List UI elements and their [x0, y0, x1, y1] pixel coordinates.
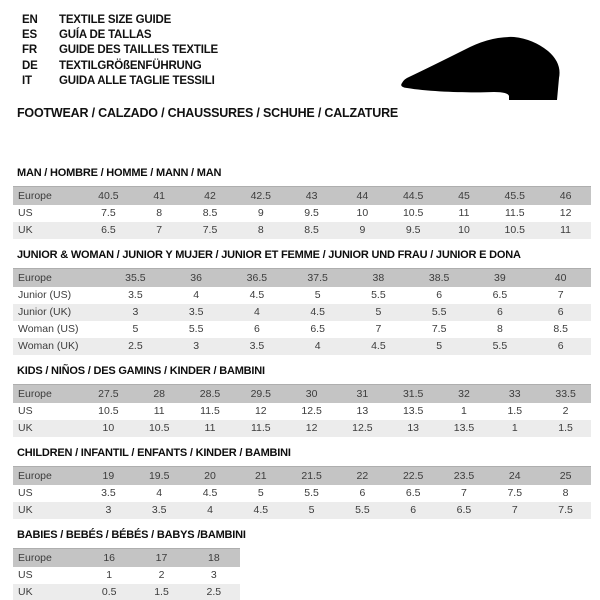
- size-value: 40: [554, 272, 567, 284]
- table-row: [13, 549, 240, 568]
- size-table: [13, 384, 591, 437]
- language-label: TEXTILGRÖßENFÜHRUNG: [59, 59, 202, 72]
- size-value: 36: [190, 272, 202, 284]
- language-code: FR: [22, 44, 37, 57]
- size-value: 5: [308, 504, 315, 516]
- size-value: 42.5: [250, 190, 271, 202]
- table-row: [13, 269, 591, 288]
- size-value: 32: [458, 388, 470, 400]
- size-value: 36.5: [246, 272, 268, 284]
- size-value: 7: [156, 224, 163, 236]
- size-value: 8.5: [304, 224, 319, 236]
- size-value: 5.5: [304, 487, 319, 499]
- size-value: 7.5: [202, 224, 218, 236]
- row-label: Europe: [18, 388, 52, 400]
- size-value: 7.5: [558, 504, 573, 516]
- size-value: 11: [153, 405, 165, 417]
- size-section: [0, 529, 600, 600]
- size-value: 3: [132, 306, 139, 318]
- size-value: 6.5: [492, 289, 508, 301]
- size-value: 10: [356, 207, 369, 219]
- size-value: 3: [193, 340, 200, 352]
- language-label: GUIDA ALLE TAGLIE TESSILI: [59, 74, 215, 87]
- size-value: 5: [436, 340, 443, 352]
- size-value: 3.5: [249, 340, 265, 352]
- size-value: 27.5: [98, 388, 119, 400]
- size-value: 17: [155, 552, 168, 564]
- table-row: [13, 584, 240, 600]
- table-row: [13, 420, 591, 437]
- size-value: 41: [153, 190, 166, 202]
- table-row: [13, 304, 591, 321]
- size-value: 40.5: [98, 190, 119, 202]
- size-value: 4.5: [310, 306, 325, 318]
- size-value: 13.5: [453, 422, 475, 434]
- size-value: 9: [359, 224, 366, 236]
- size-value: 37.5: [307, 272, 328, 284]
- size-value: 38.5: [428, 272, 450, 284]
- size-value: 6: [436, 289, 443, 301]
- language-code: IT: [22, 74, 32, 87]
- size-value: 11.5: [250, 422, 271, 434]
- row-label: Woman (UK): [18, 340, 79, 352]
- size-value: 5: [375, 306, 382, 318]
- size-section: [0, 365, 600, 437]
- size-value: 11.5: [200, 405, 220, 417]
- size-value: 1: [106, 569, 113, 581]
- size-value: 4: [314, 340, 321, 352]
- size-value: 5.5: [492, 340, 508, 352]
- size-value: 10.5: [504, 224, 525, 236]
- size-value: 29.5: [250, 388, 271, 400]
- size-value: 7: [557, 289, 564, 301]
- row-label: Europe: [18, 272, 52, 284]
- size-value: 10: [102, 422, 115, 434]
- size-value: 4.5: [202, 487, 218, 499]
- size-value: 8: [156, 207, 163, 219]
- size-value: 3: [105, 504, 112, 516]
- size-value: 18: [207, 552, 220, 564]
- size-value: 19.5: [148, 470, 170, 482]
- language-line: [22, 59, 218, 74]
- table-row: [13, 338, 591, 355]
- row-label: Junior (US): [18, 289, 72, 301]
- size-value: 7: [375, 323, 382, 335]
- row-label: UK: [18, 224, 33, 236]
- table-row: [13, 222, 591, 239]
- size-value: 31: [356, 388, 369, 400]
- size-value: 2: [562, 405, 569, 417]
- size-value: 11: [204, 422, 216, 434]
- size-value: 4.5: [253, 504, 269, 516]
- size-value: 9: [257, 207, 264, 219]
- table-row: [13, 467, 591, 486]
- row-label: UK: [18, 586, 33, 598]
- size-value: 5.5: [188, 323, 204, 335]
- language-code: ES: [22, 29, 37, 42]
- size-value: 45: [458, 190, 470, 202]
- size-value: 2.5: [128, 340, 143, 352]
- category-title: FOOTWEAR / CALZADO / CHAUSSURES / SCHUHE / CALZATURE: [17, 106, 399, 120]
- language-title-block: [22, 13, 218, 89]
- size-value: 8: [562, 487, 569, 499]
- size-value: 33.5: [555, 388, 576, 400]
- size-value: 5: [314, 289, 321, 301]
- size-value: 4: [207, 504, 213, 516]
- size-value: 3: [210, 569, 217, 581]
- size-value: 21: [254, 470, 267, 482]
- size-value: 9.5: [405, 224, 421, 236]
- size-value: 4: [253, 306, 260, 318]
- size-tables: [0, 167, 600, 600]
- size-value: 6: [496, 306, 503, 318]
- size-value: 25: [559, 470, 572, 482]
- size-value: 13: [356, 405, 369, 417]
- size-value: 44: [356, 190, 369, 202]
- language-line: [22, 74, 218, 89]
- size-value: 3.5: [188, 306, 204, 318]
- size-value: 1.5: [154, 586, 169, 598]
- size-value: 6: [253, 323, 260, 335]
- size-value: 6: [359, 487, 366, 499]
- size-value: 1: [461, 405, 467, 417]
- language-code: EN: [22, 14, 38, 26]
- size-value: 12.5: [301, 405, 322, 417]
- size-value: 5: [132, 323, 139, 335]
- size-value: 46: [559, 190, 572, 202]
- language-label: GUIDE DES TAILLES TEXTILE: [59, 44, 218, 57]
- size-section: [0, 167, 600, 239]
- size-value: 13.5: [402, 405, 424, 417]
- table-row: [13, 385, 591, 404]
- size-section: [0, 447, 600, 519]
- size-value: 42: [204, 190, 216, 202]
- dress-shoe-icon: [396, 26, 582, 106]
- size-value: 1: [511, 422, 518, 434]
- size-value: 45.5: [504, 190, 525, 202]
- row-label: Europe: [18, 470, 52, 482]
- size-value: 43: [305, 190, 318, 202]
- size-value: 7: [461, 487, 467, 499]
- size-value: 5: [257, 487, 264, 499]
- table-row: [13, 403, 591, 420]
- row-label: US: [18, 569, 33, 581]
- size-value: 7.5: [431, 323, 447, 335]
- size-value: 12: [254, 405, 267, 417]
- size-value: 12: [305, 422, 318, 434]
- size-value: 11: [560, 224, 572, 236]
- size-value: 6.5: [405, 487, 421, 499]
- language-label: GUÍA DE TALLAS: [59, 29, 152, 42]
- size-value: 10.5: [98, 405, 119, 417]
- size-value: 12.5: [352, 422, 373, 434]
- language-line: [22, 43, 218, 58]
- size-value: 3.5: [101, 487, 116, 499]
- size-table: [13, 186, 591, 239]
- size-value: 28.5: [199, 388, 221, 400]
- size-value: 30: [305, 388, 318, 400]
- size-value: 4: [156, 487, 163, 499]
- table-row: [13, 187, 591, 206]
- row-label: Europe: [18, 190, 52, 202]
- row-label: US: [18, 405, 33, 417]
- table-row: [13, 567, 240, 584]
- size-value: 6.5: [456, 504, 472, 516]
- size-value: 6: [410, 504, 417, 516]
- size-value: 6.5: [310, 323, 325, 335]
- size-value: 38: [372, 272, 385, 284]
- size-value: 7.5: [101, 207, 116, 219]
- size-value: 4: [193, 289, 200, 301]
- size-value: 33: [508, 388, 521, 400]
- table-row: [13, 485, 591, 502]
- row-label: UK: [18, 504, 33, 516]
- section-title: CHILDREN / INFANTIL / ENFANTS / KINDER / BAMBINI: [17, 447, 291, 459]
- size-value: 6: [557, 306, 564, 318]
- size-value: 2: [158, 569, 165, 581]
- size-value: 6.5: [101, 224, 116, 236]
- size-value: 8.5: [202, 207, 218, 219]
- size-value: 1.5: [558, 422, 573, 434]
- language-code: DE: [22, 59, 38, 72]
- section-title: KIDS / NIÑOS / DES GAMINS / KINDER / BAMBINI: [17, 365, 265, 377]
- size-value: 11.5: [504, 207, 525, 219]
- size-value: 7.5: [507, 487, 523, 499]
- language-label: TEXTILE SIZE GUIDE: [59, 14, 172, 26]
- table-row: [13, 321, 591, 338]
- size-value: 12: [559, 207, 572, 219]
- size-value: 5.5: [371, 289, 386, 301]
- size-value: 44.5: [402, 190, 424, 202]
- size-table: [13, 466, 591, 519]
- size-value: 21.5: [301, 470, 322, 482]
- section-title: BABIES / BEBÉS / BÉBÉS / BABYS /BAMBINI: [17, 529, 246, 541]
- table-row: [13, 205, 591, 222]
- size-value: 0.5: [101, 586, 117, 598]
- size-value: 23.5: [453, 470, 475, 482]
- size-value: 8: [257, 224, 264, 236]
- size-value: 8.5: [553, 323, 568, 335]
- row-label: Europe: [18, 552, 52, 564]
- row-label: Junior (UK): [18, 306, 72, 318]
- size-value: 8: [496, 323, 503, 335]
- size-value: 28: [153, 388, 166, 400]
- size-section: [0, 249, 600, 355]
- size-value: 20: [204, 470, 216, 482]
- row-label: Woman (US): [18, 323, 79, 335]
- language-line: [22, 13, 218, 28]
- size-value: 24: [508, 470, 521, 482]
- row-label: UK: [18, 422, 33, 434]
- size-value: 13: [407, 422, 420, 434]
- size-value: 2.5: [206, 586, 222, 598]
- size-value: 19: [102, 470, 115, 482]
- language-line: [22, 28, 218, 43]
- table-row: [13, 287, 591, 304]
- row-label: US: [18, 207, 33, 219]
- size-value: 9.5: [304, 207, 319, 219]
- table-row: [13, 502, 591, 519]
- size-value: 35.5: [125, 272, 146, 284]
- size-value: 5.5: [355, 504, 370, 516]
- size-value: 16: [103, 552, 115, 564]
- section-title: JUNIOR & WOMAN / JUNIOR Y MUJER / JUNIOR ET FEMME / JUNIOR UND FRAU / JUNIOR E DONA: [17, 249, 521, 261]
- size-value: 39: [494, 272, 506, 284]
- size-value: 4.5: [371, 340, 386, 352]
- size-value: 3.5: [128, 289, 143, 301]
- size-value: 5.5: [431, 306, 447, 318]
- size-value: 22: [356, 470, 369, 482]
- size-value: 31.5: [402, 388, 424, 400]
- size-value: 6: [557, 340, 564, 352]
- size-value: 3.5: [151, 504, 167, 516]
- size-value: 22.5: [402, 470, 424, 482]
- size-value: 7: [511, 504, 518, 516]
- size-value: 1.5: [507, 405, 523, 417]
- size-table: [13, 548, 240, 600]
- size-value: 10.5: [402, 207, 424, 219]
- section-title: MAN / HOMBRE / HOMME / MANN / MAN: [17, 167, 222, 179]
- size-value: 11: [458, 207, 470, 219]
- row-label: US: [18, 487, 33, 499]
- size-value: 10: [458, 224, 470, 236]
- size-table: [13, 268, 591, 355]
- size-value: 4.5: [249, 289, 265, 301]
- size-value: 10.5: [148, 422, 170, 434]
